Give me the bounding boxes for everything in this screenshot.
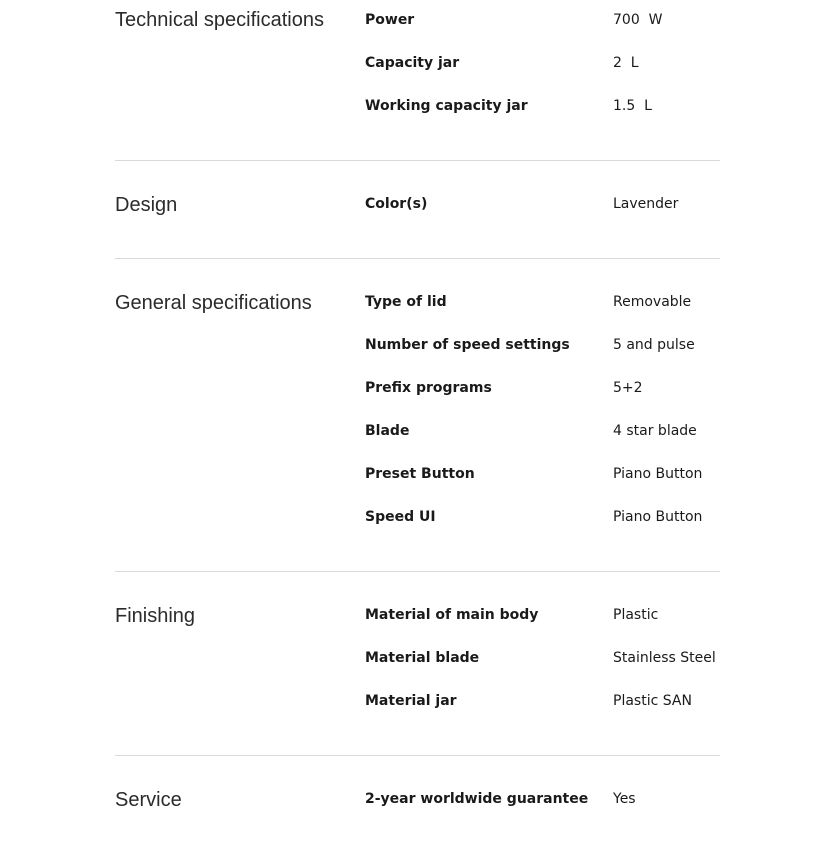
spec-row-type-of-lid	[365, 293, 720, 336]
spec-value: 4 star blade	[613, 423, 697, 439]
spec-label: Working capacity jar	[365, 98, 528, 114]
spec-value: 5+2	[613, 380, 643, 396]
spec-label: Number of speed settings	[365, 337, 570, 353]
spec-value: 2 L	[613, 55, 639, 71]
spec-value: Removable	[613, 294, 692, 310]
spec-label: Type of lid	[365, 294, 447, 310]
section-service	[115, 756, 720, 853]
spec-label: Material jar	[365, 693, 457, 709]
section-design	[115, 161, 720, 259]
spec-value: Plastic SAN	[613, 693, 692, 709]
spec-label: Preset Button	[365, 466, 475, 482]
spec-rows	[365, 788, 720, 833]
section-title: Service	[115, 789, 182, 811]
spec-row-speed-ui	[365, 508, 720, 551]
spec-rows	[365, 193, 720, 238]
spec-row-working-capacity-jar	[365, 97, 720, 140]
spec-row-preset-button	[365, 465, 720, 508]
spec-row-prefix-programs	[365, 379, 720, 422]
section-title: Technical specifications	[115, 9, 324, 31]
section-technical-specifications	[115, 0, 720, 161]
spec-label: Power	[365, 12, 415, 28]
spec-row-power	[365, 11, 720, 54]
spec-value: 1.5 L	[613, 98, 652, 114]
spec-label: Capacity jar	[365, 55, 460, 71]
spec-row-material-jar	[365, 692, 720, 735]
spec-label: Material blade	[365, 650, 480, 666]
spec-value: Piano Button	[613, 509, 703, 525]
spec-label: Prefix programs	[365, 380, 492, 396]
section-general-specifications	[115, 259, 720, 572]
spec-row-material-blade	[365, 649, 720, 692]
spec-row-colors	[365, 195, 720, 238]
spec-value: Stainless Steel	[613, 650, 716, 666]
spec-row-blade	[365, 422, 720, 465]
spec-value: Piano Button	[613, 466, 703, 482]
section-title: Finishing	[115, 605, 196, 627]
spec-rows	[365, 8, 720, 140]
spec-label: Speed UI	[365, 509, 436, 525]
section-finishing	[115, 572, 720, 756]
spec-rows	[365, 604, 720, 735]
spec-label: 2-year worldwide guarantee	[365, 791, 589, 807]
spec-value: Plastic	[613, 607, 659, 623]
spec-rows	[365, 291, 720, 551]
specifications-table	[115, 0, 720, 853]
spec-label: Blade	[365, 423, 410, 439]
section-title: General specifications	[115, 292, 312, 314]
spec-value: Lavender	[613, 196, 679, 212]
spec-row-material-of-main-body	[365, 606, 720, 649]
spec-value: 700 W	[613, 12, 663, 28]
spec-row-number-of-speed-settings	[365, 336, 720, 379]
spec-label: Material of main body	[365, 607, 539, 623]
spec-value: Yes	[613, 791, 636, 807]
spec-value: 5 and pulse	[613, 337, 695, 353]
section-title: Design	[115, 194, 178, 216]
spec-row-capacity-jar	[365, 54, 720, 97]
spec-row-worldwide-guarantee	[365, 790, 720, 833]
spec-label: Color(s)	[365, 196, 428, 212]
